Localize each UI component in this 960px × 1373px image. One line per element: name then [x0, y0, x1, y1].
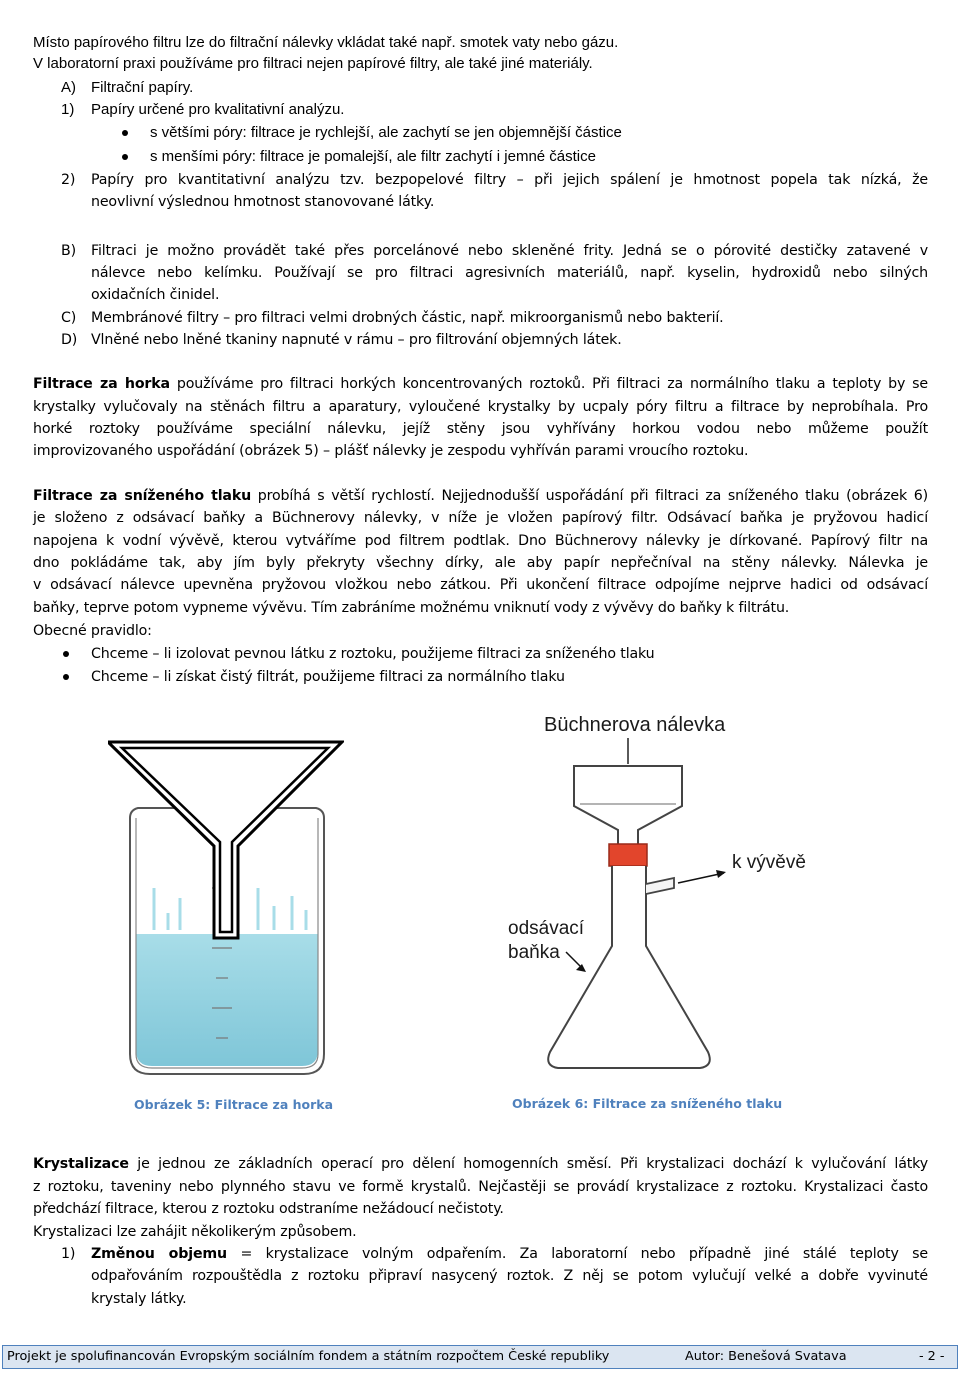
list-item-d: Vlněné nebo lněné tkaniny napnuté v rámu – pro filtrování objemných látek. — [91, 332, 622, 348]
cryst-paragraph-line-1 — [33, 1154, 928, 1174]
list-item-b-line-2: nálevce nebo kelímku. Používají se pro filtraci agresivních materiálů, např. kyselin, hydroxidů nebo silných — [91, 265, 928, 281]
rubber-stopper — [609, 844, 647, 866]
list-item-c: Membránové filtry – pro filtraci velmi drobných částic, např. mikroorganismů nebo bakterií. — [91, 310, 724, 326]
list-label-2: 2) — [61, 172, 76, 188]
list-item-a: Filtrační papíry. — [91, 79, 194, 96]
vacuum-arrow-head — [716, 870, 726, 878]
list-label-a: A) — [61, 79, 76, 96]
flask-label-line-2: baňka — [508, 942, 560, 963]
cryst-paragraph-line-3: předchází filtrace, kterou z roztoku odstraníme nežádoucí nečistoty. — [33, 1201, 504, 1217]
list-item-b-line-1: Filtraci je možno provádět také přes porcelánové nebo skleněné frity. Jedná se o pórovité destičky zatavené v — [91, 243, 928, 259]
page-footer — [2, 1345, 958, 1369]
list-item-2-line-2: neovlivní výslednou hmotnost stanovované látky. — [91, 194, 435, 210]
vacuum-paragraph-line-2: je složeno z odsávací baňky a Büchnerovy nálevky, v níže je vložen papírový filtr. Odsávací baňka je pryžovou hadicí — [33, 510, 928, 526]
bullet-dot — [122, 154, 128, 160]
list-label-1: 1) — [61, 101, 75, 118]
bullet-dot — [63, 651, 69, 657]
vacuum-arrow-line — [678, 873, 724, 883]
cryst-list-item-1-line-1 — [91, 1244, 928, 1264]
vacuum-label: k vývěvě — [732, 852, 806, 873]
bullet-item: s většími póry: filtrace je rychlejší, ale zachytí se jen objemnější částice — [150, 124, 622, 141]
cryst-paragraph-line-4: Krystalizaci lze zahájit několikerým způsobem. — [33, 1224, 357, 1240]
vacuum-title: Filtrace za sníženého tlaku — [33, 488, 252, 504]
buchner-funnel — [574, 766, 682, 850]
cryst-paragraph-line-2: z roztoku, taveniny nebo plynného stavu ve formě krystalů. Nejčastěji se provádí krystalizace z roztoku. Krystalizaci často — [33, 1179, 928, 1195]
cryst-list-item-1-line-3: krystaly látky. — [91, 1291, 187, 1307]
vacuum-paragraph-line-1 — [33, 486, 928, 506]
vacuum-text: probíhá s větší rychlostí. Nejjednodušší uspořádání při filtraci za sníženého tlaku (obrázek 6) — [251, 488, 928, 504]
cryst-method-text: = krystalizace volným odpařením. Za laboratorní nebo případně jiné stálé teploty se — [227, 1246, 929, 1262]
list-item-b-line-3: oxidačních činidel. — [91, 287, 220, 303]
vacuum-paragraph-line-3: napojena k vodní vývěvě, kterou vytváříme pod filtrem podtlak. Dno Büchnerovy nálevky je dírkované. Papírový filtr na — [33, 533, 928, 549]
footer-project: Projekt je spolufinancován Evropským sociálním fondem a státním rozpočtem České republiky — [7, 1349, 610, 1364]
vacuum-paragraph-line-5: v odsávací nálevce upevněna pryžovou vložkou nebo zátkou. Při ukončení filtrace odpojíme nejprve hadici od odsávací — [33, 577, 928, 593]
rule-item: Chceme – li získat čistý filtrát, použijeme filtraci za normálního tlaku — [91, 669, 565, 685]
list-label-b: B) — [61, 243, 76, 259]
list-label-c: C) — [61, 310, 77, 326]
flask-side-arm — [646, 878, 674, 894]
hot-paragraph-line-1 — [33, 374, 928, 394]
hot-title: Filtrace za horka — [33, 376, 170, 392]
hot-paragraph-line-3: horké roztoky používáme speciální nálevku, jejíž stěny jsou vyhřívány horkou vodou nebo můžeme použít — [33, 421, 928, 437]
flask-label-line-1: odsávací — [508, 918, 585, 939]
hot-paragraph-line-2: krystalky vylučovaly na stěnách filtru a aparatury, vyloučené krystalky by ucpaly póry filtru a filtrace by neprobíhala. Pro — [33, 399, 928, 415]
buchner-figure — [496, 708, 826, 1080]
footer-page-number: - 2 - — [919, 1349, 945, 1364]
bullet-dot — [63, 674, 69, 680]
flask-arrow-head — [576, 964, 586, 972]
flask-body — [548, 866, 710, 1068]
vacuum-paragraph-line-6: baňky, teprve potom vypneme vývěvu. Tím zabráníme možnému vniknutí vody z vývěvy do baňky k filtrátu. — [33, 600, 790, 616]
cryst-text: je jednou ze základních operací pro dělení homogenních směsí. Při krystalizaci dochází k vylučování látky — [128, 1156, 928, 1172]
intro-line-1: Místo papírového filtru lze do filtrační nálevky vkládat také např. smotek vaty nebo gázu. — [33, 34, 619, 51]
hot-filtration-figure — [108, 738, 344, 1082]
bullet-item: s menšími póry: filtrace je pomalejší, ale filtr zachytí i jemné částice — [150, 148, 596, 165]
hot-text: používáme pro filtraci horkých koncentrovaných roztoků. Při filtraci za normálního tlaku a teploty by se — [169, 376, 928, 392]
bullet-dot — [122, 130, 128, 136]
cryst-list-label-1: 1) — [61, 1246, 76, 1262]
list-label-d: D) — [61, 332, 78, 348]
list-item-1: Papíry určené pro kvalitativní analýzu. — [91, 101, 345, 118]
rule-item: Chceme – li izolovat pevnou látku z roztoku, použijeme filtraci za sníženého tlaku — [91, 646, 655, 662]
cryst-list-item-1-line-2: odpařováním rozpouštědla z roztoku připraví nasycený roztok. Z něj se potom vylučují velké a dobře vyvinuté — [91, 1268, 928, 1284]
beaker-liquid — [136, 934, 318, 1066]
rule-title: Obecné pravidlo: — [33, 623, 152, 639]
figure-6-title: Büchnerova nálevka — [544, 714, 726, 736]
cryst-method-title: Změnou objemu — [91, 1246, 228, 1262]
list-item-2-line-1: Papíry pro kvantitativní analýzu tzv. bezpopelové filtry – při jejich spálení je hmotnost popela tak nízká, že — [91, 172, 928, 188]
intro-line-2: V laboratorní praxi používáme pro filtraci nejen papírové filtry, ale také jiné materiály. — [33, 55, 593, 72]
figure-5-caption: Obrázek 5: Filtrace za horka — [134, 1097, 334, 1112]
figure-6-caption: Obrázek 6: Filtrace za sníženého tlaku — [512, 1096, 783, 1111]
footer-author: Autor: Benešová Svatava — [685, 1349, 847, 1364]
vacuum-paragraph-line-4: dno pokládáme tak, aby jím byly překryty všechny dírky, ale aby papír nepřečníval na stěny nálevky. Nálevka je — [33, 555, 928, 571]
cryst-title: Krystalizace — [33, 1156, 129, 1172]
hot-paragraph-line-4: improvizovaného uspořádání (obrázek 5) – plášť nálevky je zespodu vyhříván parami vroucího roztoku. — [33, 443, 749, 459]
